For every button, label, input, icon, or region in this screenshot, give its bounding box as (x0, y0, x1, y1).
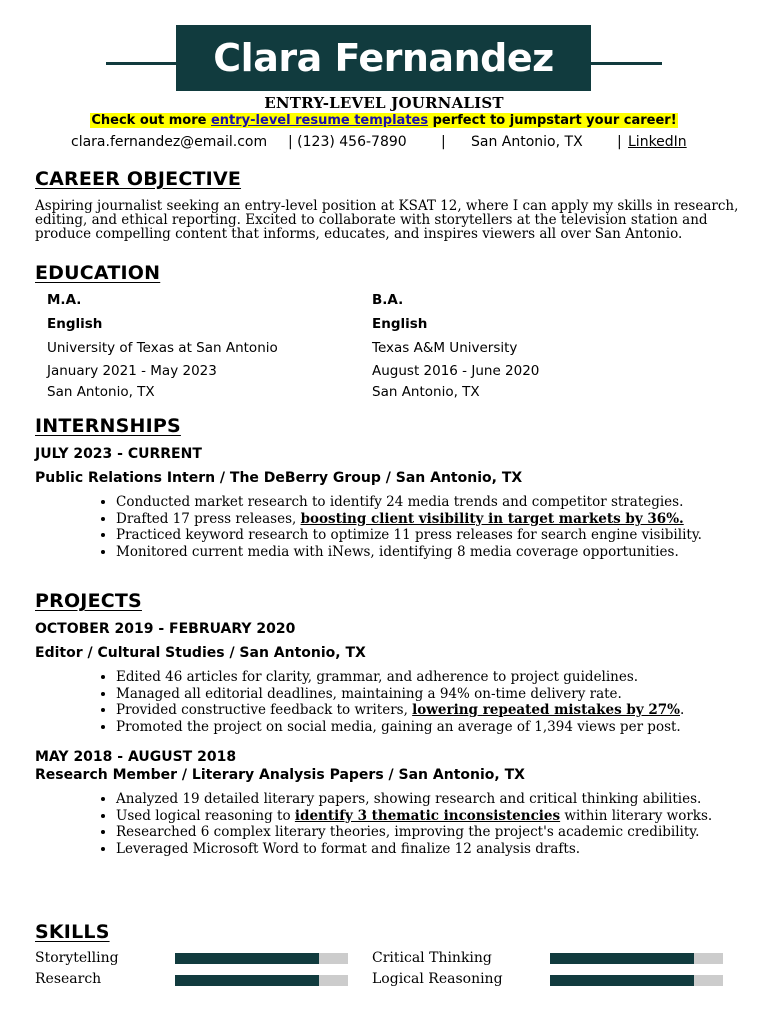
skill-bar (175, 953, 348, 964)
school: Texas A&M University (372, 340, 518, 356)
skill-bar (550, 953, 723, 964)
list-item (116, 511, 768, 528)
degree: M.A. (47, 292, 82, 308)
list-item: • Managed all editorial deadlines, maintaining a 94% on-time delivery rate. (116, 686, 768, 703)
contact-line (0, 134, 768, 154)
education-entry (372, 289, 539, 404)
education-dates: January 2021 - May 2023 (47, 363, 217, 379)
skill-name: Logical Reasoning (372, 971, 503, 987)
project-role: Editor / Cultural Studies / San Antonio, TX (35, 645, 366, 661)
education-location: San Antonio, TX (47, 384, 155, 400)
promo-line (0, 113, 768, 128)
internship-dates: JULY 2023 - CURRENT (35, 446, 202, 462)
education-entry (47, 289, 278, 404)
list-item: • Edited 46 articles for clarity, grammar, and adherence to project guidelines. (116, 669, 768, 686)
list-item: • Conducted market research to identify 24 media trends and competitor strategies. (116, 494, 768, 511)
section-heading-internships: INTERNSHIPS (35, 415, 181, 437)
skill-name: Research (35, 971, 102, 987)
bullet-text: Used logical reasoning to (116, 807, 295, 824)
list-item: • Monitored current media with iNews, identifying 8 media coverage opportunities. (116, 544, 768, 561)
resume-templates-link[interactable]: entry-level resume templates (210, 113, 429, 128)
skill-bar-fill (175, 975, 319, 986)
education-dates: August 2016 - June 2020 (372, 363, 540, 379)
bullet-text: . (679, 702, 685, 718)
internship-bullets (90, 494, 768, 560)
contact-phone: | (123) 456-7890 (288, 134, 407, 150)
list-item (116, 808, 768, 825)
bullet-highlight: lowering repeated mistakes by 27% (412, 702, 680, 718)
bullet-text: Drafted 17 press releases, (116, 510, 301, 527)
promo-highlight (90, 113, 677, 128)
name-banner (0, 24, 768, 92)
section-heading-skills: SKILLS (35, 921, 110, 943)
project-role: Research Member / Literary Analysis Papers / San Antonio, TX (35, 767, 525, 783)
skill-bar (550, 975, 723, 986)
skill-bar-fill (550, 953, 694, 964)
skill-bar (175, 975, 348, 986)
project-bullets (90, 791, 768, 857)
promo-text-before: Check out more (91, 113, 211, 128)
contact-separator: | (441, 134, 446, 150)
list-item: • Researched 6 complex literary theories, improving the project's academic credibility. (116, 824, 768, 841)
project-dates: MAY 2018 - AUGUST 2018 (35, 749, 237, 765)
degree: B.A. (372, 292, 404, 308)
candidate-name: Clara Fernandez (176, 25, 591, 91)
objective-text: Aspiring journalist seeking an entry-level position at KSAT 12, where I can apply my skills in research, editing, and ethical reporting. Excited to collaborate with storytellers at the television station and produce compelling content that informs, educates, and inspires viewers all over San Antonio. (35, 198, 739, 242)
list-item (116, 702, 768, 719)
bullet-highlight: identify 3 thematic inconsistencies (294, 807, 561, 824)
project-dates: OCTOBER 2019 - FEBRUARY 2020 (35, 621, 296, 637)
list-item: • Promoted the project on social media, gaining an average of 1,394 views per post. (116, 719, 768, 736)
contact-separator: | (617, 134, 622, 150)
field-of-study: English (372, 316, 428, 332)
divider-left (106, 62, 176, 65)
list-item: • Leveraged Microsoft Word to format and finalize 12 analysis drafts. (116, 841, 768, 858)
skill-name: Critical Thinking (372, 950, 492, 966)
project-bullets (90, 669, 768, 735)
linkedin-link[interactable]: LinkedIn (628, 134, 687, 150)
skill-bar-fill (175, 953, 319, 964)
school: University of Texas at San Antonio (47, 340, 278, 356)
contact-location: San Antonio, TX (471, 134, 583, 150)
divider-right (591, 62, 662, 65)
bullet-text: within literary works. (560, 807, 713, 824)
skill-name: Storytelling (35, 950, 119, 966)
internship-role: Public Relations Intern / The DeBerry Group / San Antonio, TX (35, 470, 523, 486)
section-heading-projects: PROJECTS (35, 590, 142, 612)
field-of-study: English (47, 316, 103, 332)
promo-text-after: perfect to jumpstart your career! (428, 113, 677, 128)
bullet-highlight: boosting client visibility in target markets by 36%. (300, 510, 684, 527)
contact-email[interactable]: clara.fernandez@email.com (71, 134, 268, 150)
skill-bar-fill (550, 975, 694, 986)
bullet-text: Provided constructive feedback to writers, (116, 702, 413, 718)
section-heading-education: EDUCATION (35, 262, 161, 284)
education-location: San Antonio, TX (372, 384, 480, 400)
list-item: • Practiced keyword research to optimize 11 press releases for search engine visibility. (116, 527, 768, 544)
job-title: ENTRY-LEVEL JOURNALIST (264, 94, 504, 112)
section-heading-objective: CAREER OBJECTIVE (35, 168, 242, 190)
list-item: • Analyzed 19 detailed literary papers, showing research and critical thinking abilities. (116, 791, 768, 808)
